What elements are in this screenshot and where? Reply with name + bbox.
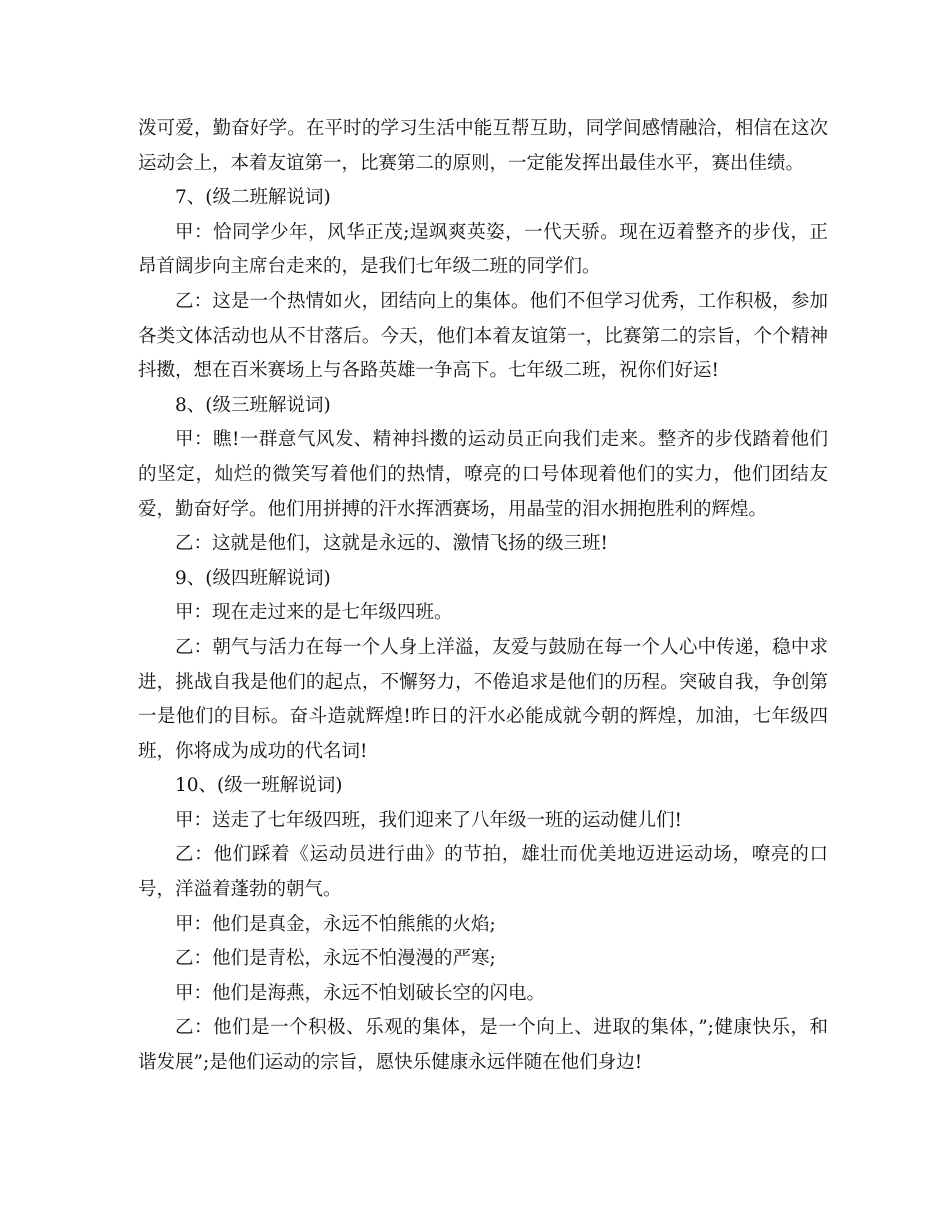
paragraph: 甲：他们是海燕，永远不怕划破长空的闪电。 (175, 982, 546, 1004)
paragraph: 甲：现在走过来的是七年级四班。 (175, 602, 453, 624)
paragraph: 甲：送走了七年级四班，我们迎来了八年级一班的运动健儿们! (175, 809, 682, 831)
section-heading-8: 8、(级三班解说词) (175, 394, 331, 416)
paragraph: 甲：他们是真金，永远不怕熊熊的火焰; (175, 913, 496, 935)
paragraph: 乙：这就是他们，这就是永远的、激情飞扬的级三班! (175, 533, 608, 555)
section-heading-10: 10、(级一班解说词) (175, 775, 343, 797)
paragraph: 乙：这是一个热情如火，团结向上的集体。他们不但学习优秀，工作积极，参加各类文体活动也从不甘落后。今天，他们本着友谊第一，比赛第二的宗旨，个个精神抖擞，想在百米赛场上与各路英雄一争高下。七年级二班，祝你们好运! (138, 290, 828, 382)
section-heading-9: 9、(级四班解说词) (175, 567, 331, 589)
paragraph: 甲：恰同学少年，风华正茂;逞飒爽英姿，一代天骄。现在迈着整齐的步伐，正昂首阔步向主席台走来的，是我们七年级二班的同学们。 (138, 221, 828, 278)
paragraph-continuation: 泼可爱，勤奋好学。在平时的学习生活中能互帮互助，同学间感情融洽，相信在这次运动会上，本着友谊第一，比赛第二的原则，一定能发挥出最佳水平，赛出佳绩。 (138, 118, 828, 174)
paragraph: 乙：他们踩着《运动员进行曲》的节拍，雄壮而优美地迈进运动场，嘹亮的口号，洋溢着蓬勃的朝气。 (138, 844, 828, 901)
section-heading-7: 7、(级二班解说词) (175, 187, 331, 209)
paragraph: 乙：他们是青松，永远不怕漫漫的严寒; (175, 948, 496, 970)
document-body (138, 112, 828, 1081)
paragraph: 甲：瞧!一群意气风发、精神抖擞的运动员正向我们走来。整齐的步伐踏着他们的坚定，灿烂的微笑写着他们的热情，嘹亮的口号体现着他们的实力，他们团结友爱，勤奋好学。他们用拼搏的汗水挥洒赛场，用晶莹的泪水拥抱胜利的辉煌。 (138, 429, 828, 520)
paragraph: 乙：朝气与活力在每一个人身上洋溢，友爱与鼓励在每一个人心中传递，稳中求进，挑战自我是他们的起点，不懈努力，不倦追求是他们的历程。突破自我，争创第一是他们的目标。奋斗造就辉煌!昨日的汗水必能成就今朝的辉煌，加油，七年级四班，你将成为成功的代名词! (138, 636, 828, 762)
paragraph: 乙：他们是一个积极、乐观的集体，是一个向上、进取的集体，”;健康快乐，和谐发展”;是他们运动的宗旨，愿快乐健康永远伴随在他们身边! (138, 1017, 828, 1074)
